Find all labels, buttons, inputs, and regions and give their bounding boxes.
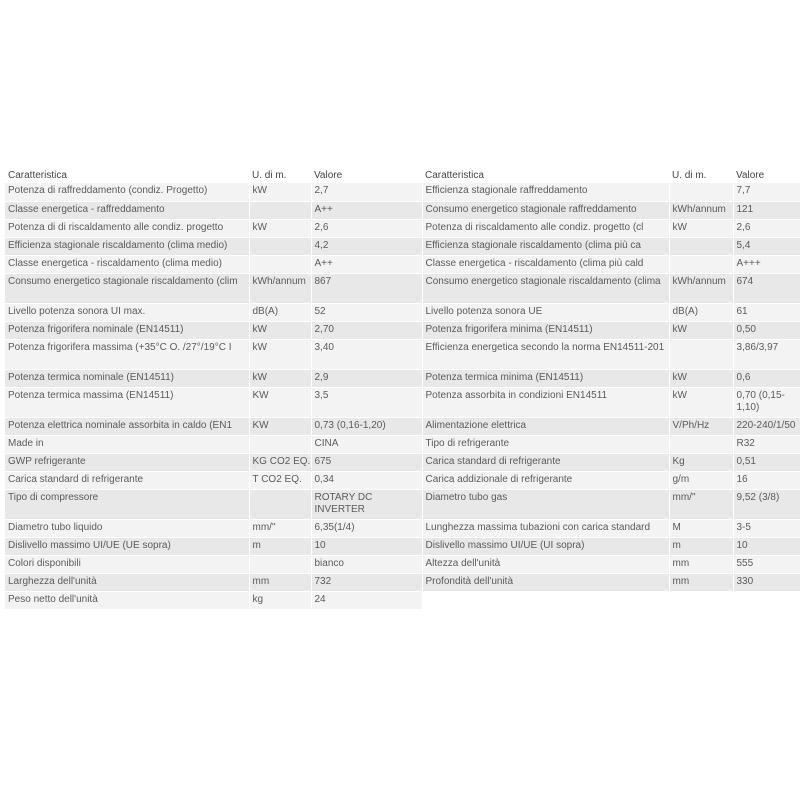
- value-cell: [733, 591, 800, 609]
- value-cell: 675: [311, 453, 422, 471]
- unit-cell: [669, 255, 733, 273]
- characteristic-cell: Lunghezza massima tubazioni con carica standard: [422, 519, 669, 537]
- unit-cell: kW: [249, 369, 311, 387]
- characteristic-cell: Livello potenza sonora UI max.: [5, 303, 249, 321]
- characteristic-cell: Potenza di raffreddamento (condiz. Progetto): [5, 183, 249, 201]
- unit-cell: mm: [669, 573, 733, 591]
- unit-cell: kg: [249, 591, 311, 609]
- characteristic-cell: Classe energetica - riscaldamento (clima medio): [5, 255, 249, 273]
- characteristic-cell: [422, 591, 669, 609]
- unit-cell: kW: [669, 387, 733, 417]
- unit-cell: [669, 183, 733, 201]
- table-row: [5, 471, 800, 489]
- table-row: [5, 387, 800, 417]
- table-row: [5, 219, 800, 237]
- value-cell: 2,70: [311, 321, 422, 339]
- unit-cell: kWh/annum: [249, 273, 311, 303]
- characteristic-cell: Potenza frigorifera massima (+35°C O. /27°/19°C I: [5, 339, 249, 369]
- characteristic-cell: Classe energetica - riscaldamento (clima più cald: [422, 255, 669, 273]
- unit-cell: kW: [249, 219, 311, 237]
- table-row: [5, 519, 800, 537]
- characteristic-cell: Colori disponibili: [5, 555, 249, 573]
- characteristic-cell: Livello potenza sonora UE: [422, 303, 669, 321]
- characteristic-cell: Efficienza stagionale riscaldamento (clima più ca: [422, 237, 669, 255]
- value-cell: 330: [733, 573, 800, 591]
- unit-cell: KW: [249, 417, 311, 435]
- table-row: [5, 255, 800, 273]
- unit-cell: [669, 591, 733, 609]
- value-cell: bianco: [311, 555, 422, 573]
- unit-cell: T CO2 EQ.: [249, 471, 311, 489]
- header-unit: U. di m.: [672, 170, 707, 181]
- value-cell: 3,86/3,97: [733, 339, 800, 369]
- value-cell: 0,70 (0,15-1,10): [733, 387, 800, 417]
- unit-cell: [249, 201, 311, 219]
- value-cell: A++: [311, 201, 422, 219]
- spec-table: [5, 168, 800, 610]
- characteristic-cell: Potenza di di riscaldamento alle condiz. progetto: [5, 219, 249, 237]
- characteristic-cell: Dislivello massimo UI/UE (UE sopra): [5, 537, 249, 555]
- value-cell: 24: [311, 591, 422, 609]
- characteristic-cell: Potenza termica massima (EN14511): [5, 387, 249, 417]
- unit-cell: kW: [249, 183, 311, 201]
- value-cell: 732: [311, 573, 422, 591]
- characteristic-cell: Profondità dell'unità: [422, 573, 669, 591]
- characteristic-cell: Peso netto dell'unità: [5, 591, 249, 609]
- value-cell: 2,6: [311, 219, 422, 237]
- unit-cell: M: [669, 519, 733, 537]
- characteristic-cell: Diametro tubo liquido: [5, 519, 249, 537]
- unit-cell: kW: [669, 369, 733, 387]
- table-row: [5, 183, 800, 201]
- unit-cell: kWh/annum: [669, 201, 733, 219]
- unit-cell: [249, 255, 311, 273]
- value-cell: 2,9: [311, 369, 422, 387]
- characteristic-cell: Potenza di riscaldamento alle condiz. progetto (cl: [422, 219, 669, 237]
- value-cell: 0,50: [733, 321, 800, 339]
- characteristic-cell: Classe energetica - raffreddamento: [5, 201, 249, 219]
- table-row: [5, 573, 800, 591]
- table-row: [5, 339, 800, 369]
- characteristic-cell: Consumo energetico stagionale raffreddamento: [422, 201, 669, 219]
- unit-cell: [249, 555, 311, 573]
- table-row: [5, 237, 800, 255]
- table-row: [5, 201, 800, 219]
- characteristic-cell: Potenza frigorifera minima (EN14511): [422, 321, 669, 339]
- value-cell: 2,7: [311, 183, 422, 201]
- unit-cell: Kg: [669, 453, 733, 471]
- unit-cell: KW: [249, 387, 311, 417]
- value-cell: 3,40: [311, 339, 422, 369]
- unit-cell: KG CO2 EQ.: [249, 453, 311, 471]
- header-row: [5, 168, 800, 183]
- value-cell: 6,35(1/4): [311, 519, 422, 537]
- value-cell: 0,51: [733, 453, 800, 471]
- unit-cell: m: [249, 537, 311, 555]
- characteristic-cell: Consumo energetico stagionale riscaldamento (clim: [5, 273, 249, 303]
- characteristic-cell: Alimentazione elettrica: [422, 417, 669, 435]
- unit-cell: m: [669, 537, 733, 555]
- unit-cell: mm/": [249, 519, 311, 537]
- value-cell: 0,6: [733, 369, 800, 387]
- table-row: [5, 453, 800, 471]
- value-cell: 220-240/1/50: [733, 417, 800, 435]
- characteristic-cell: Carica addizionale di refrigerante: [422, 471, 669, 489]
- characteristic-cell: Potenza frigorifera nominale (EN14511): [5, 321, 249, 339]
- unit-cell: mm: [669, 555, 733, 573]
- characteristic-cell: Potenza assorbita in condizioni EN14511: [422, 387, 669, 417]
- table-row: [5, 537, 800, 555]
- unit-cell: V/Ph/Hz: [669, 417, 733, 435]
- value-cell: 61: [733, 303, 800, 321]
- characteristic-cell: Tipo di refrigerante: [422, 435, 669, 453]
- value-cell: 555: [733, 555, 800, 573]
- header-unit: U. di m.: [252, 170, 287, 181]
- unit-cell: kW: [249, 339, 311, 369]
- table-row: [5, 369, 800, 387]
- unit-cell: kW: [249, 321, 311, 339]
- value-cell: A+++: [733, 255, 800, 273]
- characteristic-cell: Efficienza energetica secondo la norma EN14511-201: [422, 339, 669, 369]
- characteristic-cell: Carica standard di refrigerante: [5, 471, 249, 489]
- characteristic-cell: Altezza dell'unità: [422, 555, 669, 573]
- unit-cell: [249, 435, 311, 453]
- table-row: [5, 417, 800, 435]
- value-cell: 674: [733, 273, 800, 303]
- unit-cell: dB(A): [249, 303, 311, 321]
- value-cell: 0,73 (0,16-1,20): [311, 417, 422, 435]
- characteristic-cell: Potenza elettrica nominale assorbita in caldo (EN1: [5, 417, 249, 435]
- table-row: [5, 489, 800, 519]
- value-cell: 7,7: [733, 183, 800, 201]
- unit-cell: [669, 237, 733, 255]
- value-cell: ROTARY DC INVERTER: [311, 489, 422, 519]
- characteristic-cell: Efficienza stagionale raffreddamento: [422, 183, 669, 201]
- value-cell: 9,52 (3/8): [733, 489, 800, 519]
- table-row: [5, 273, 800, 303]
- unit-cell: kW: [669, 219, 733, 237]
- unit-cell: g/m: [669, 471, 733, 489]
- value-cell: 867: [311, 273, 422, 303]
- value-cell: 3-5: [733, 519, 800, 537]
- value-cell: 2,6: [733, 219, 800, 237]
- characteristic-cell: Dislivello massimo UI/UE (UI sopra): [422, 537, 669, 555]
- value-cell: 3,5: [311, 387, 422, 417]
- value-cell: 16: [733, 471, 800, 489]
- characteristic-cell: GWP refrigerante: [5, 453, 249, 471]
- characteristic-cell: Made in: [5, 435, 249, 453]
- value-cell: 5,4: [733, 237, 800, 255]
- value-cell: 0,34: [311, 471, 422, 489]
- table-row: [5, 435, 800, 453]
- characteristic-cell: Potenza termica minima (EN14511): [422, 369, 669, 387]
- unit-cell: mm/": [669, 489, 733, 519]
- table-row: [5, 555, 800, 573]
- value-cell: CINA: [311, 435, 422, 453]
- value-cell: 10: [733, 537, 800, 555]
- unit-cell: kW: [669, 321, 733, 339]
- value-cell: 121: [733, 201, 800, 219]
- characteristic-cell: Larghezza dell'unità: [5, 573, 249, 591]
- characteristic-cell: Efficienza stagionale riscaldamento (clima medio): [5, 237, 249, 255]
- unit-cell: [249, 489, 311, 519]
- value-cell: 52: [311, 303, 422, 321]
- characteristic-cell: Tipo di compressore: [5, 489, 249, 519]
- table-row: [5, 591, 800, 609]
- unit-cell: mm: [249, 573, 311, 591]
- characteristic-cell: Carica standard di refrigerante: [422, 453, 669, 471]
- value-cell: 10: [311, 537, 422, 555]
- unit-cell: [249, 237, 311, 255]
- value-cell: 4,2: [311, 237, 422, 255]
- unit-cell: dB(A): [669, 303, 733, 321]
- table-row: [5, 321, 800, 339]
- table-row: [5, 303, 800, 321]
- characteristic-cell: Diametro tubo gas: [422, 489, 669, 519]
- unit-cell: [669, 339, 733, 369]
- value-cell: R32: [733, 435, 800, 453]
- header-value: Valore: [314, 170, 343, 181]
- characteristic-cell: Potenza termica nominale (EN14511): [5, 369, 249, 387]
- header-characteristic: Caratteristica: [8, 170, 67, 181]
- unit-cell: [669, 435, 733, 453]
- value-cell: A++: [311, 255, 422, 273]
- header-value: Valore: [736, 170, 765, 181]
- unit-cell: kWh/annum: [669, 273, 733, 303]
- characteristic-cell: Consumo energetico stagionale riscaldamento (clima: [422, 273, 669, 303]
- header-characteristic: Caratteristica: [425, 170, 484, 181]
